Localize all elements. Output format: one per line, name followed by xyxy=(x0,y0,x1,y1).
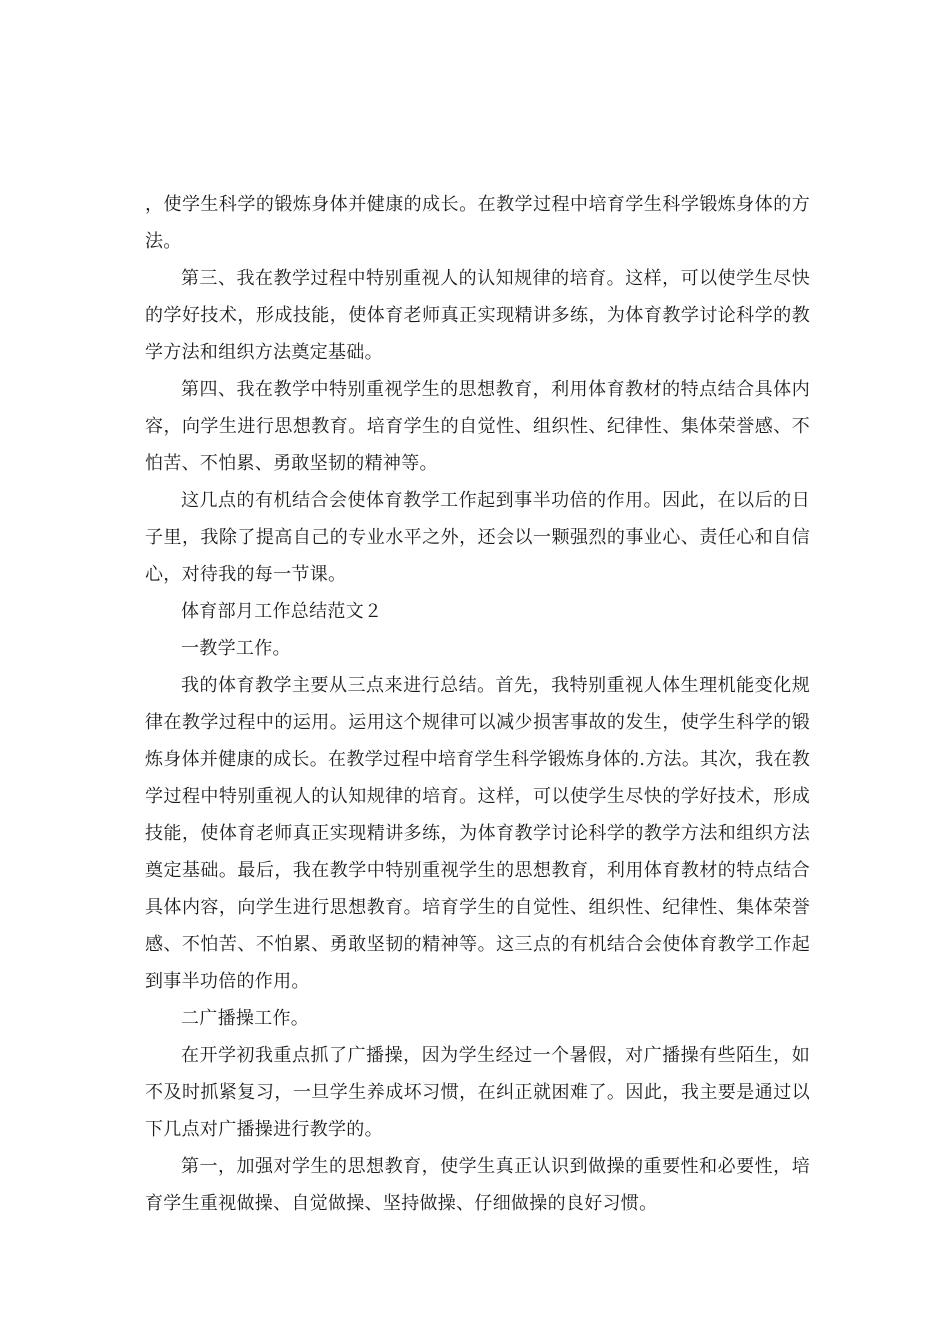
heading-broadcast-exercise: 二广播操工作。 xyxy=(181,1008,310,1029)
paragraph-conclusion: 这几点的有机结合会使体育教学工作起到事半功倍的作用。因此，在以后的日子里，我除了提高自己的专业水平之外，还会以一颗强烈的事业心、责任心和自信心，对待我的每一节课。 xyxy=(145,490,810,585)
paragraph-fourth-point: 第四、我在教学中特别重视学生的思想教育，利用体育教材的特点结合具体内容，向学生进行思想教育。培育学生的自觉性、组织性、纪律性、集体荣誉感、不怕苦、不怕累、勇敢坚韧的精神等。 xyxy=(145,379,810,474)
paragraph-third-point: 第三、我在教学过程中特别重视人的认知规律的培育。这样，可以使学生尽快的学好技术，形成技能，使体育老师真正实现精讲多练，为体育教学讨论科学的教学方法和组织方法奠定基础。 xyxy=(145,268,810,363)
paragraph-teaching-summary: 我的体育教学主要从三点来进行总结。首先，我特别重视人体生理机能变化规律在教学过程中的运用。运用这个规律可以减少损害事故的发生，使学生科学的锻炼身体并健康的成长。在教学过程中培育学生科学锻炼身体的.方法。其次，我在教学过程中特别重视人的认知规律的培育。这样，可以使学生尽快的学好技术，形成技能，使体育老师真正实现精讲多练，为体育教学讨论科学的教学方法和组织方法奠定基础。最后，我在教学中特别重视学生的思想教育，利用体育教材的特点结合具体内容，向学生进行思想教育。培育学生的自觉性、组织性、纪律性、集体荣誉感、不怕苦、不怕累、勇敢坚韧的精神等。这三点的有机结合会使体育教学工作起到事半功倍的作用。 xyxy=(145,675,810,992)
heading-teaching-work: 一教学工作。 xyxy=(181,638,291,659)
paragraph-broadcast-intro: 在开学初我重点抓了广播操，因为学生经过一个暑假，对广播操有些陌生，如不及时抓紧复习，一旦学生养成坏习惯，在纠正就困难了。因此，我主要是通过以下几点对广播操进行教学的。 xyxy=(145,1045,810,1140)
section-title: 体育部月工作总结范文２ xyxy=(181,601,383,622)
document-body xyxy=(145,186,810,1222)
paragraph-continuation: ，使学生科学的锻炼身体并健康的成长。在教学过程中培育学生科学锻炼身体的方法。 xyxy=(145,194,810,252)
paragraph-first-point: 第一，加强对学生的思想教育，使学生真正认识到做操的重要性和必要性，培育学生重视做操、自觉做操、坚持做操、仔细做操的良好习惯。 xyxy=(145,1156,810,1214)
